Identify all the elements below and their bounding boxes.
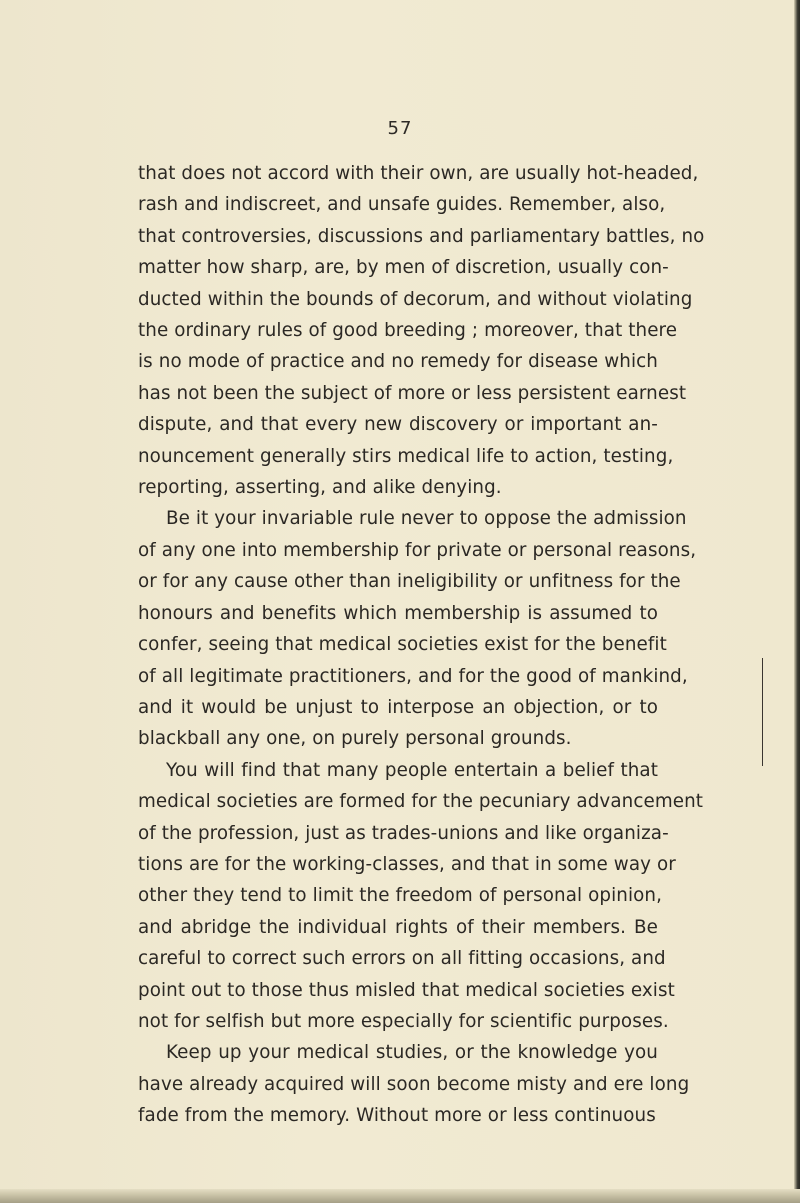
text-line: not for selfish but more especially for scientific purposes.: [138, 1010, 669, 1032]
text-line: and it would be unjust to interpose an objection, or to: [138, 696, 658, 718]
text-line: of the profession, just as trades-unions and like organiza-: [138, 822, 669, 844]
text-line: dispute, and that every new discovery or important an-: [138, 414, 658, 436]
text-line: confer, seeing that medical societies exist for the benefit: [138, 634, 667, 656]
text-line: have already acquired will soon become misty and ere long: [138, 1073, 690, 1095]
text-line: tions are for the working-classes, and that in some way or: [138, 853, 676, 875]
text-line: other they tend to limit the freedom of personal opinion,: [138, 885, 663, 907]
text-line: of any one into membership for private or personal reasons,: [138, 539, 697, 561]
text-line: Keep up your medical studies, or the knowledge you: [166, 1042, 658, 1064]
paragraph: [138, 755, 704, 1038]
text-line: and abridge the individual rights of their members. Be: [138, 916, 658, 938]
text-line: the ordinary rules of good breeding ; moreover, that there: [138, 320, 678, 342]
text-line: rash and indiscreet, and unsafe guides. Remember, also,: [138, 194, 666, 216]
text-line: honours and benefits which membership is assumed to: [138, 602, 658, 624]
text-line: has not been the subject of more or less persistent earnest: [138, 382, 687, 404]
text-line: careful to correct such errors on all fitting occasions, and: [138, 948, 666, 970]
paragraph: [138, 1037, 690, 1131]
text-line: that does not accord with their own, are usually hot-headed,: [138, 163, 699, 184]
text-line: that controversies, discussions and parliamentary battles, no: [138, 225, 705, 247]
text-line: or for any cause other than ineligibility or unfitness for the: [138, 571, 681, 593]
text-line: blackball any one, on purely personal grounds.: [138, 728, 572, 750]
text-line: ducted within the bounds of decorum, and without violating: [138, 288, 693, 310]
text-line: of all legitimate practitioners, and for the good of mankind,: [138, 665, 688, 687]
page-edge-right: [794, 0, 800, 1203]
text-line: nouncement generally stirs medical life to action, testing,: [138, 445, 674, 467]
text-line: matter how sharp, are, by men of discretion, usually con-: [138, 257, 669, 279]
paragraph: [138, 503, 697, 754]
page-edge-bottom: [0, 1189, 800, 1203]
text-line: is no mode of practice and no remedy for disease which: [138, 351, 658, 373]
text-line: reporting, asserting, and alike denying.: [138, 477, 502, 499]
paragraph: [138, 158, 705, 503]
body-text: [138, 158, 705, 1132]
text-line: medical societies are formed for the pecuniary advancement: [138, 791, 704, 813]
text-line: You will find that many people entertain a belief that: [166, 759, 658, 781]
text-line: fade from the memory. Without more or less continuous: [138, 1105, 656, 1127]
text-line: point out to those thus misled that medical societies exist: [138, 979, 675, 1001]
page-number: 57: [387, 118, 413, 139]
margin-bracket-mark: [762, 658, 769, 766]
text-line: Be it your invariable rule never to oppose the admission: [166, 508, 687, 530]
